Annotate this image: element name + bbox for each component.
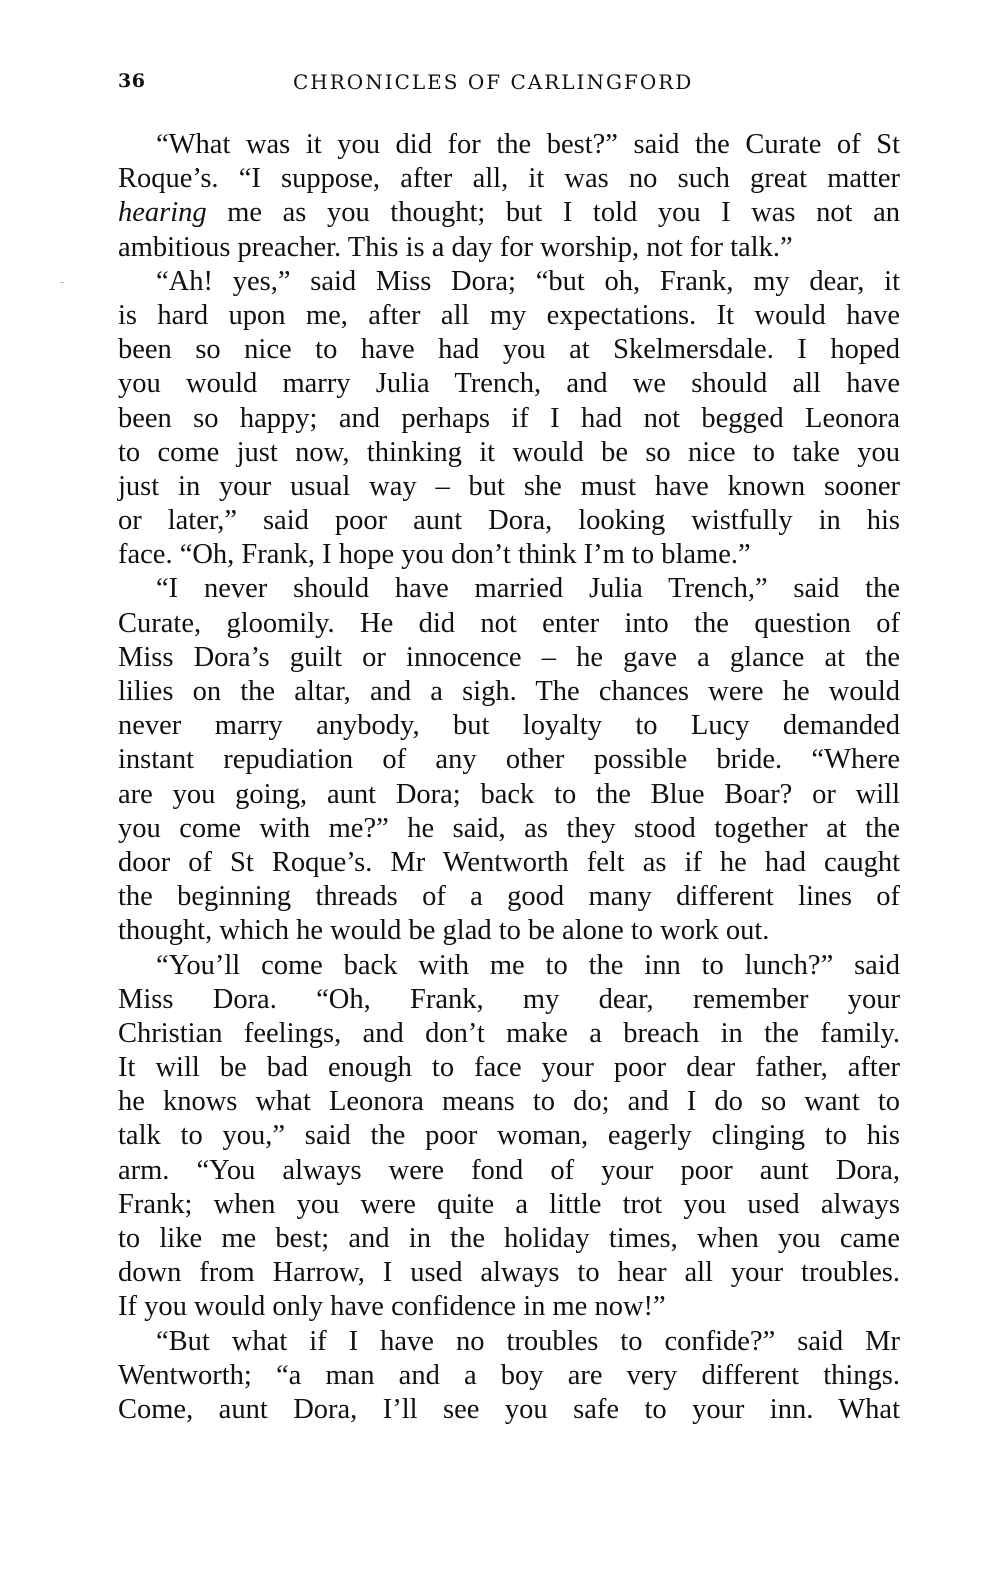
text-line: Roque’s. “I suppose, after all, it was no such great matter xyxy=(118,163,900,195)
text-line: “I never should have married Julia Trench,” said the xyxy=(156,573,900,605)
text-line: Frank; when you were quite a little trot you used always xyxy=(118,1188,900,1220)
paragraph xyxy=(118,128,900,265)
text-line: the beginning threads of a good many different lines of xyxy=(118,881,900,913)
text-line: been so happy; and perhaps if I had not begged Leonora xyxy=(118,402,900,434)
emphasized-word: hearing xyxy=(118,197,207,229)
text-line: or later,” said poor aunt Dora, looking wistfully in his xyxy=(118,505,900,537)
paragraph xyxy=(118,949,900,1325)
text-line: arm. “You always were fond of your poor aunt Dora, xyxy=(118,1154,900,1186)
text-line: Christian feelings, and don’t make a breach in the family. xyxy=(118,1017,900,1049)
text-line: If you would only have confidence in me now!” xyxy=(118,1291,666,1323)
body-text xyxy=(118,128,900,1427)
paragraph xyxy=(118,572,900,948)
text-line: “What was it you did for the best?” said the Curate of St xyxy=(156,129,900,160)
text-line: “But what if I have no troubles to confide?” said Mr xyxy=(156,1325,900,1357)
text-line: Wentworth; “a man and a boy are very different things. xyxy=(118,1359,900,1391)
text-line: It will be bad enough to face your poor dear father, after xyxy=(118,1052,900,1084)
running-title: CHRONICLES OF CARLINGFORD xyxy=(293,70,694,94)
text-line: Curate, gloomily. He did not enter into the question of xyxy=(118,607,900,639)
text-line xyxy=(118,196,900,230)
text-line: been so nice to have had you at Skelmersdale. I hoped xyxy=(118,334,900,366)
text-line: talk to you,” said the poor woman, eagerly clinging to his xyxy=(118,1120,900,1152)
text-line: never marry anybody, but loyalty to Lucy demanded xyxy=(118,710,900,742)
text-line: ambitious preacher. This is a day for worship, not for talk.” xyxy=(118,231,793,263)
text-line: “Ah! yes,” said Miss Dora; “but oh, Frank, my dear, it xyxy=(156,265,900,297)
text-line: Come, aunt Dora, I’ll see you safe to your inn. What xyxy=(118,1393,900,1425)
text-line: face. “Oh, Frank, I hope you don’t think I’m to blame.” xyxy=(118,539,751,571)
text-line: to come just now, thinking it would be so nice to take you xyxy=(118,436,900,468)
paragraph xyxy=(118,1325,900,1428)
text-line: instant repudiation of any other possible bride. “Where xyxy=(118,744,900,776)
text-line: you would marry Julia Trench, and we should all have xyxy=(118,368,900,400)
text-line: just in your usual way – but she must have known sooner xyxy=(118,470,900,502)
text-line: thought, which he would be glad to be alone to work out. xyxy=(118,915,770,947)
text-line: is hard upon me, after all my expectations. It would have xyxy=(118,299,900,331)
text-line: Miss Dora’s guilt or innocence – he gave a glance at the xyxy=(118,641,900,673)
page-number: 36 xyxy=(118,70,146,92)
running-head xyxy=(118,70,898,100)
text-line: he knows what Leonora means to do; and I do so want to xyxy=(118,1086,900,1118)
text-line: down from Harrow, I used always to hear all your troubles. xyxy=(118,1257,900,1289)
text-line: lilies on the altar, and a sigh. The chances were he would xyxy=(118,676,900,707)
text-line: door of St Roque’s. Mr Wentworth felt as if he had caught xyxy=(118,846,900,878)
paragraph xyxy=(118,265,900,573)
text-line-rest: me as you thought; but I told you I was not an xyxy=(206,197,900,229)
text-line: are you going, aunt Dora; back to the Blue Boar? or will xyxy=(118,778,900,810)
margin-speck xyxy=(60,282,64,283)
text-line: you come with me?” he said, as they stood together at the xyxy=(118,812,900,844)
text-line: “You’ll come back with me to the inn to lunch?” said xyxy=(156,949,900,981)
text-line: Miss Dora. “Oh, Frank, my dear, remember your xyxy=(118,983,900,1015)
text-line: to like me best; and in the holiday times, when you came xyxy=(118,1223,900,1254)
